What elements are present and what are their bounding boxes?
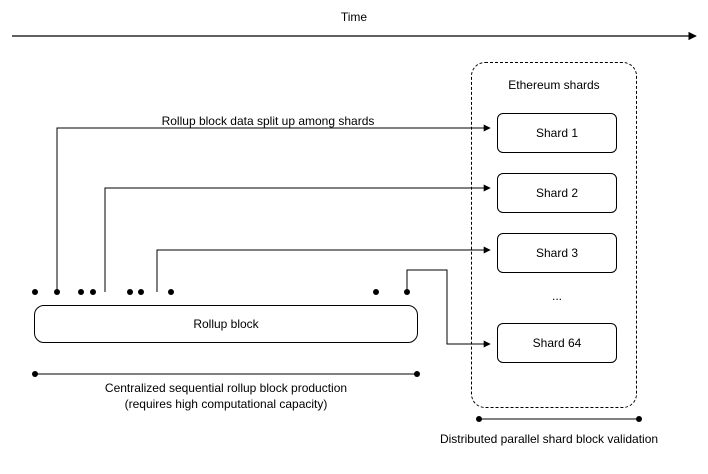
shard-label-3: Shard 3 <box>535 246 579 260</box>
shard-box-3[interactable] <box>497 233 617 273</box>
shard-box-64[interactable] <box>497 323 617 363</box>
shard-box-2[interactable] <box>497 173 617 213</box>
shards-ellipsis: ... <box>551 289 562 303</box>
time-axis-label: Time <box>340 10 368 24</box>
ethereum-shards-title: Ethereum shards <box>508 78 600 92</box>
distributed-caption: Distributed parallel shard block validation <box>439 432 659 446</box>
connector-shard-3 <box>127 250 490 295</box>
rollup-block-box[interactable] <box>34 305 418 343</box>
rollup-block-label: Rollup block <box>193 317 259 331</box>
split-note-label: Rollup block data split up among shards <box>161 114 375 128</box>
shard-label-64: Shard 64 <box>532 336 582 350</box>
centralized-span <box>32 371 420 377</box>
shard-label-2: Shard 2 <box>535 186 579 200</box>
centralized-caption-line1: Centralized sequential rollup block production <box>104 381 348 395</box>
centralized-caption-line2: (requires high computational capacity) <box>124 397 328 411</box>
shard-label-1: Shard 1 <box>535 126 579 140</box>
shard-box-1[interactable] <box>497 113 617 153</box>
connector-shard-2 <box>78 188 490 295</box>
distributed-span <box>476 416 642 422</box>
